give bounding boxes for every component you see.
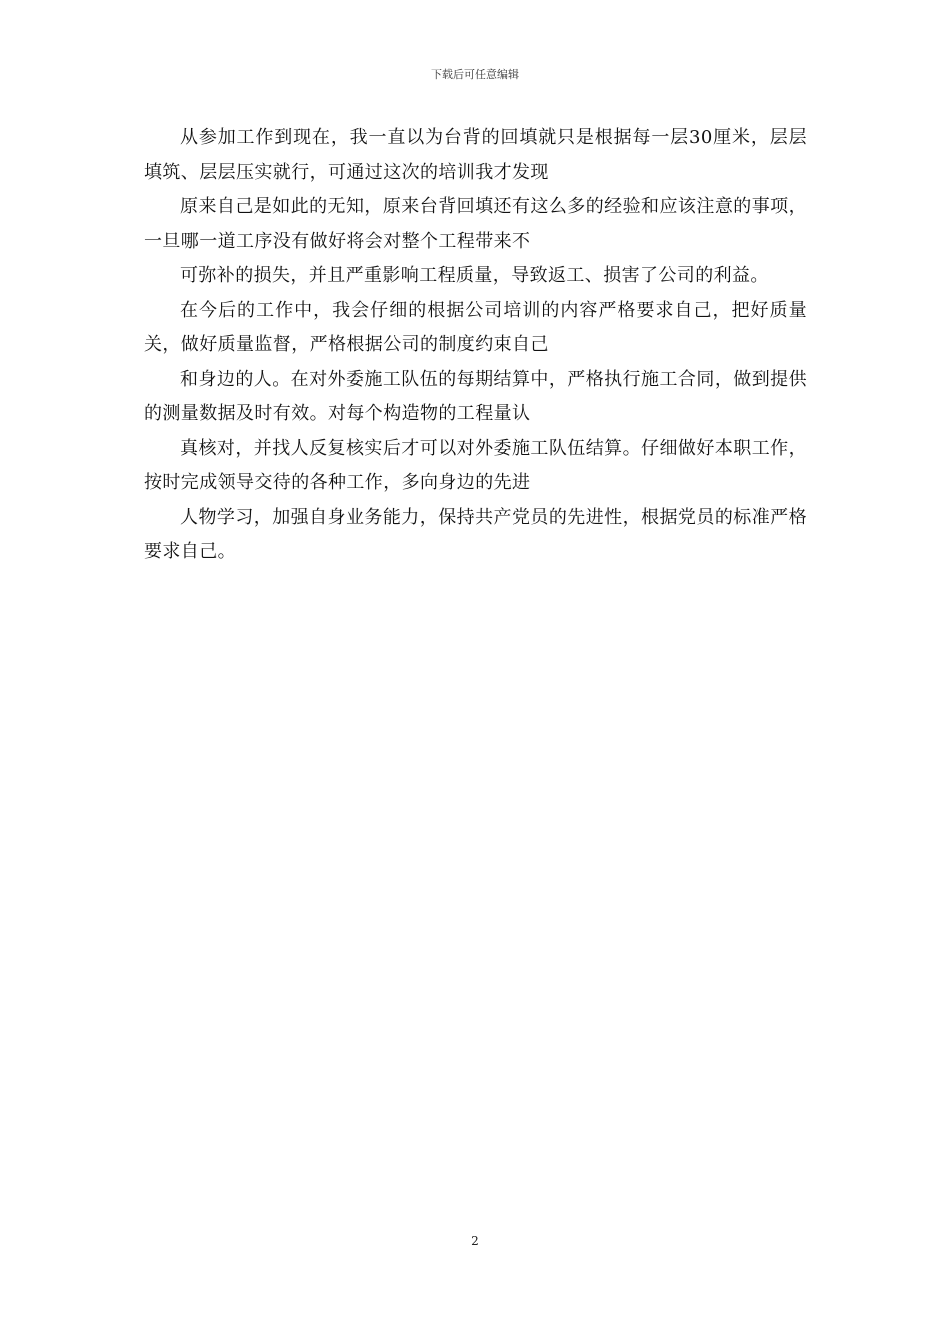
paragraph-4: 在今后的工作中，我会仔细的根据公司培训的内容严格要求自己，把好质量关，做好质量监督，严格根据公司的制度约束自己: [144, 299, 807, 355]
body-text: [144, 121, 807, 570]
header-note: 下载后可任意编辑: [431, 68, 519, 81]
page-number: 2: [471, 1234, 479, 1248]
paragraph-6: 真核对，并找人反复核实后才可以对外委施工队伍结算。仔细做好本职工作，按时完成领导交待的各种工作，多向身边的先进: [144, 437, 807, 493]
paragraph-5: 和身边的人。在对外委施工队伍的每期结算中，严格执行施工合同，做到提供的测量数据及时有效。对每个构造物的工程量认: [144, 368, 807, 424]
paragraph-3: 可弥补的损失，并且严重影响工程质量，导致返工、损害了公司的利益。: [180, 265, 769, 286]
paragraph-1: 从参加工作到现在，我一直以为台背的回填就只是根据每一层30厘米，层层填筑、层层压实就行，可通过这次的培训我才发现: [144, 127, 807, 183]
paragraph-7: 人物学习，加强自身业务能力，保持共产党员的先进性，根据党员的标准严格要求自己。: [144, 506, 807, 562]
paragraph-2: 原来自己是如此的无知，原来台背回填还有这么多的经验和应该注意的事项，一旦哪一道工序没有做好将会对整个工程带来不: [144, 196, 807, 252]
